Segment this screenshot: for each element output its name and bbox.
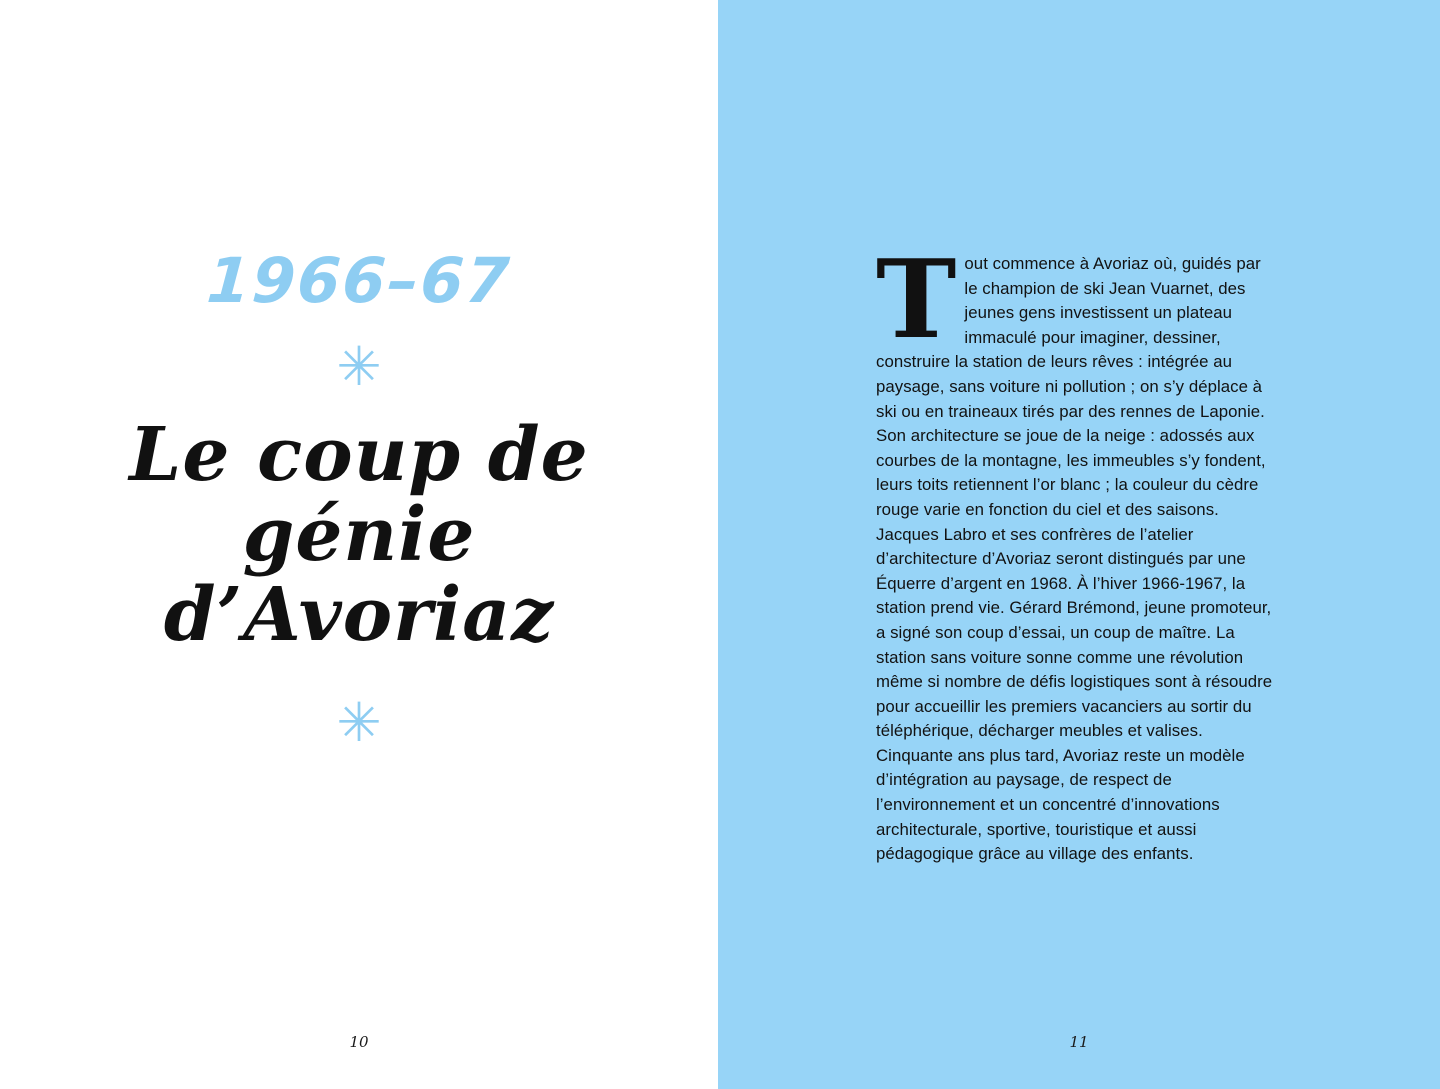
drop-cap: T xyxy=(876,237,957,363)
star-icon-top: ✳ xyxy=(336,335,382,398)
chapter-title-line-2: d’Avoriaz xyxy=(163,571,555,658)
chapter-opener xyxy=(0,244,718,754)
chapter-title-line-1: Le coup de génie xyxy=(129,412,589,578)
body-column xyxy=(876,237,1276,867)
page-number-left: 10 xyxy=(349,1033,369,1051)
chapter-year: 1966–67 xyxy=(204,244,514,317)
page-number-right: 11 xyxy=(1069,1033,1089,1051)
chapter-title xyxy=(0,412,718,658)
star-icon-bottom: ✳ xyxy=(336,690,382,754)
left-page xyxy=(0,0,718,1089)
body-paragraph: out commence à Avoriaz où, guidés par le champion de ski Jean Vuarnet, des jeunes gens investissent un plateau immaculé pour imaginer, dessiner, construire la station de leurs rêves : intégrée au paysage, sans voiture ni pollution ; on s’y déplace à ski ou en traineaux tirés par des rennes de Laponie. Son architecture se joue de la neige : adossés aux courbes de la montagne, les immeubles s’y fondent, leurs toits retiennent l’or blanc ; la couleur du cèdre rouge varie en fonction du ciel et des saisons. Jacques Labro et ses confrères de l’atelier d’architecture d’Avoriaz seront distingués par une Équerre d’argent en 1968. À l’hiver 1966-1967, la station prend vie. Gérard Brémond, jeune promoteur, a signé son coup d’essai, un coup de maître. La station sans voiture sonne comme une révolution même si nombre de défis logistiques sont à résoudre pour accueillir les premiers vacanciers au sortir du téléphérique, décharger meubles et valises. Cinquante ans plus tard, Avoriaz reste un modèle d’intégration au paysage, de respect de l’environnement et un concentré d’innovations architecturale, sportive, touristique et aussi pédagogique grâce au village des enfants. xyxy=(876,254,1273,864)
right-page xyxy=(718,0,1440,1089)
